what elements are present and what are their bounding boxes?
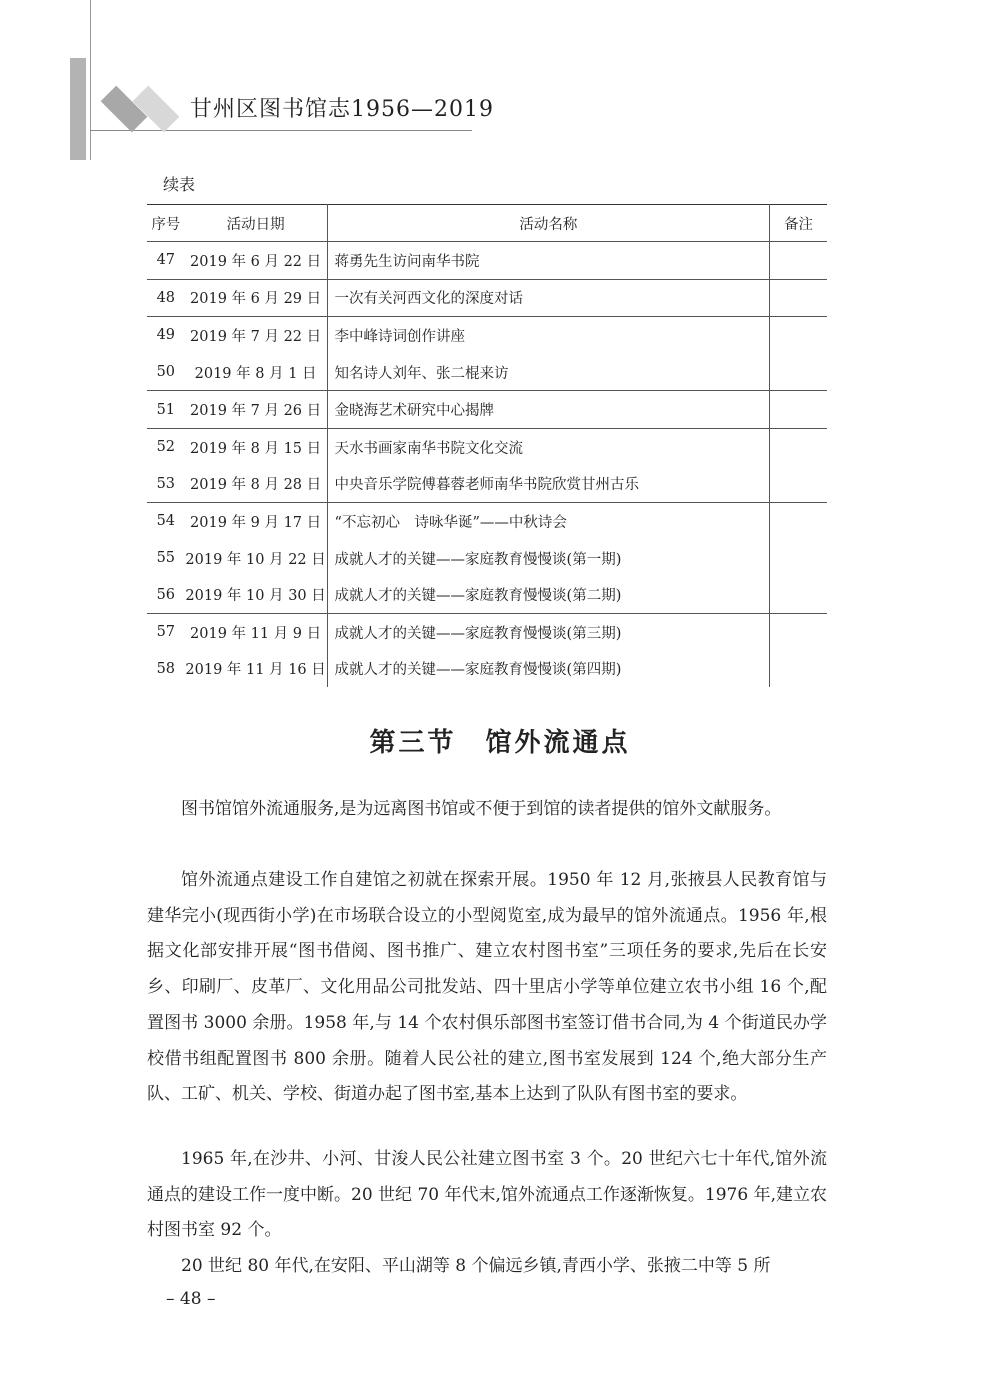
row-note — [770, 503, 827, 540]
table-row — [147, 651, 827, 688]
row-activity-name: 成就人才的关键——家庭教育慢慢谈(第二期) — [327, 576, 770, 613]
row-note — [770, 391, 827, 429]
row-activity-name: 李中峰诗词创作讲座 — [327, 317, 770, 354]
row-note — [770, 428, 827, 465]
row-number: 52 — [156, 439, 176, 456]
section-heading: 第三节 馆外流通点 — [369, 728, 631, 758]
column-header-note: 备注 — [770, 205, 827, 242]
header-underline — [90, 130, 472, 131]
column-header-number: 序号 — [147, 205, 185, 242]
row-number: 55 — [156, 550, 176, 567]
row-note — [770, 354, 827, 391]
row-number: 56 — [147, 576, 185, 613]
row-number: 47 — [147, 242, 185, 280]
header-grey-bar — [70, 58, 86, 160]
row-date: 2019 年 8 月 15 日 — [185, 428, 327, 465]
table-row — [147, 576, 827, 613]
row-date: 2019 年 10 月 30 日 — [185, 576, 327, 613]
table-row — [147, 613, 827, 650]
row-note — [770, 466, 827, 503]
row-date: 2019 年 6 月 29 日 — [185, 279, 327, 317]
body-paragraph: 图书馆馆外流通服务,是为远离图书馆或不便于到馆的读者提供的馆外文献服务。 — [181, 799, 782, 819]
row-number: 53 — [147, 466, 185, 503]
row-note — [770, 279, 827, 317]
row-activity-name: 成就人才的关键——家庭教育慢慢谈(第四期) — [327, 651, 770, 688]
row-activity-name: 蒋勇先生访问南华书院 — [327, 242, 770, 280]
body-paragraph: 馆外流通点建设工作自建馆之初就在探索开展。1950 年 12 月,张掖县人民教育馆与建华完小(现西街小学)在市场联合设立的小型阅览室,成为最早的馆外流通点。1956 年,根据文化部安排开展“图书借阅、图书推广、建立农村图书室”三项任务的要求,先后在长安乡、印刷厂、皮革厂、文化用品公司批发站、四十里店小学等单位建立农书小组 16 个,配置图书 3000 余册。1958 年,与 14 个农村俱乐部图书室签订借书合同,为 4 个街道民办学校借书组配置图书 800 余册。随着人民公社的建立,图书室发展到 124 个,绝大部分生产队、工矿、机关、学校、街道办起了图书室,基本上达到了队队有图书室的要求。 — [147, 870, 827, 1105]
table-row — [147, 540, 827, 577]
column-header-date: 活动日期 — [185, 205, 327, 242]
row-date: 2019 年 7 月 22 日 — [185, 317, 327, 354]
table-row — [147, 428, 827, 465]
table-row — [147, 503, 827, 540]
margin-rule — [90, 0, 91, 160]
header-diamond-ornament — [133, 86, 180, 133]
row-note — [770, 540, 827, 577]
column-header-name: 活动名称 — [327, 205, 770, 242]
row-note — [770, 613, 827, 650]
table-row — [147, 391, 827, 429]
table-row — [147, 279, 827, 317]
page-number: – 48 – — [166, 1289, 216, 1309]
row-date: 2019 年 10 月 22 日 — [185, 540, 327, 577]
row-number: 57 — [156, 624, 176, 641]
row-activity-name: 金晓海艺术研究中心揭牌 — [327, 391, 770, 429]
row-note — [770, 242, 827, 280]
table-header-row — [147, 205, 827, 242]
row-date: 2019 年 11 月 16 日 — [185, 651, 327, 688]
row-date: 2019 年 11 月 9 日 — [185, 613, 327, 650]
book-title: 甘州区图书馆志1956—2019 — [190, 97, 494, 122]
row-number: 54 — [156, 513, 176, 530]
row-note — [770, 576, 827, 613]
table-row — [147, 354, 827, 391]
table-continued-label: 续表 — [163, 175, 196, 194]
row-activity-name: 成就人才的关键——家庭教育慢慢谈(第三期) — [327, 613, 770, 650]
row-date: 2019 年 7 月 26 日 — [185, 391, 327, 429]
row-number: 50 — [147, 354, 185, 391]
row-number: 48 — [147, 279, 185, 317]
row-number: 58 — [156, 660, 176, 677]
row-activity-name: 知名诗人刘年、张二棍来访 — [327, 354, 770, 391]
row-date: 2019 年 6 月 22 日 — [185, 242, 327, 280]
row-activity-name: “不忘初心 诗咏华诞”——中秋诗会 — [327, 503, 770, 540]
table-row — [147, 242, 827, 280]
body-paragraph: 20 世纪 80 年代,在安阳、平山湖等 8 个偏远乡镇,青西小学、张掖二中等 5 所 — [181, 1256, 771, 1276]
activity-table — [147, 204, 827, 687]
row-note — [770, 651, 827, 688]
row-number: 51 — [147, 391, 185, 429]
table-row — [147, 466, 827, 503]
row-activity-name: 天水书画家南华书院文化交流 — [327, 428, 770, 465]
body-paragraph: 1965 年,在沙井、小河、甘浚人民公社建立图书室 3 个。20 世纪六七十年代,馆外流通点的建设工作一度中断。20 世纪 70 年代末,馆外流通点工作逐渐恢复。1976 年,建立农村图书室 92 个。 — [147, 1149, 827, 1241]
row-activity-name: 一次有关河西文化的深度对话 — [327, 279, 770, 317]
row-note — [770, 317, 827, 354]
row-activity-name: 中央音乐学院傅暮蓉老师南华书院欣赏甘州古乐 — [327, 466, 770, 503]
table-row — [147, 317, 827, 354]
row-activity-name: 成就人才的关键——家庭教育慢慢谈(第一期) — [327, 540, 770, 577]
row-number: 49 — [156, 327, 176, 344]
row-date: 2019 年 8 月 1 日 — [185, 354, 327, 391]
row-date: 2019 年 9 月 17 日 — [185, 503, 327, 540]
row-date: 2019 年 8 月 28 日 — [185, 466, 327, 503]
